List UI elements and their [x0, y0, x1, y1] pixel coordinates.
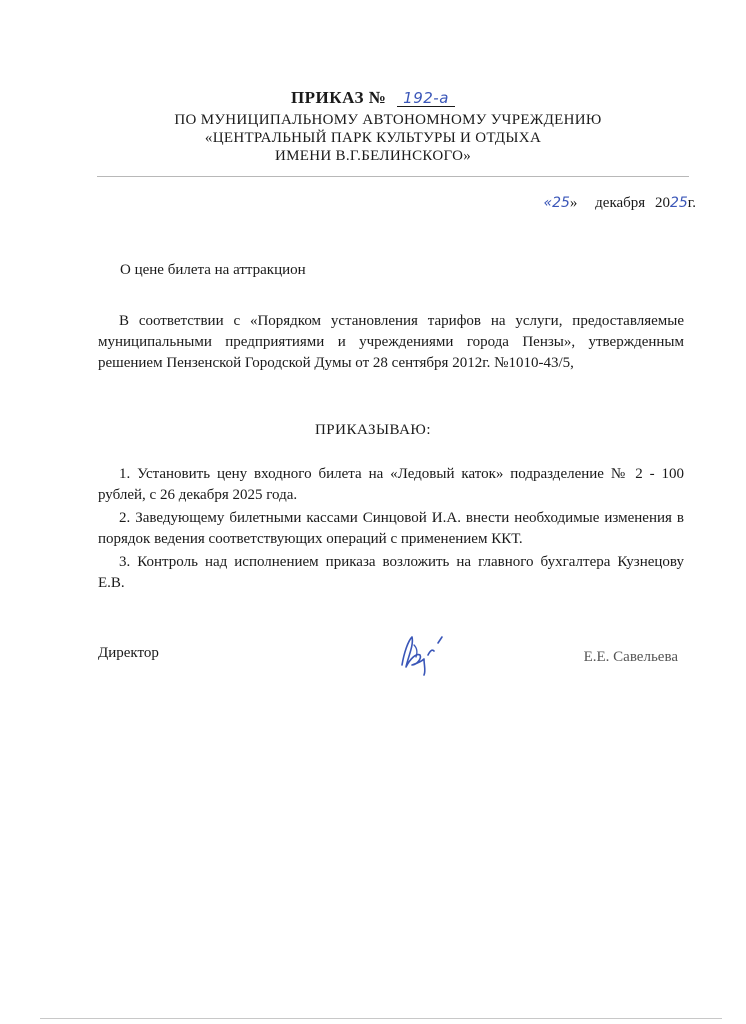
date-month: декабря [595, 195, 646, 211]
decree-heading: ПРИКАЗЫВАЮ: [314, 422, 432, 438]
header-divider [97, 176, 689, 177]
order-subject: О цене билета на аттракцион [120, 262, 306, 278]
order-item-1: 1. Установить цену входного билета на «Ледовый каток» подразделение № 2 - 100 рублей, с 26 декабря 2025 года. [98, 466, 684, 503]
date-close-quote: » [569, 195, 578, 211]
date-year-unit: г. [687, 195, 696, 211]
order-item-2: 2. Заведующему билетными кассами Синцовой И.А. внести необходимые изменения в порядок ведения соответствующих операций с применением ККТ. [98, 510, 684, 547]
order-title [0, 88, 746, 108]
order-item-3: 3. Контроль над исполнением приказа возложить на главного бухгалтера Кузнецову Е.В. [98, 554, 684, 591]
signer-name: Е.Е. Савельева [583, 649, 678, 665]
page-bottom-edge [40, 1018, 722, 1019]
org-name-line-2: «ЦЕНТРАЛЬНЫЙ ПАРК КУЛЬТУРЫ И ОТДЫХА [204, 130, 542, 146]
order-number-handwritten: 192-а [397, 90, 455, 107]
date-day-handwritten: 25 [552, 195, 570, 211]
date-year-prefix: 20 [654, 195, 670, 211]
handwritten-signature [394, 631, 454, 677]
signer-role: Директор [98, 645, 159, 661]
signature-block [98, 645, 678, 685]
date-year-handwritten: 25 [669, 195, 688, 211]
order-title-label: ПРИКАЗ № [290, 88, 387, 107]
order-date [543, 195, 696, 212]
date-open-quote: « [543, 195, 553, 211]
org-name-line-3: ИМЕНИ В.Г.БЕЛИНСКОГО» [274, 148, 472, 164]
preamble-paragraph: В соответствии с «Порядком установления тарифов на услуги, предоставляемые муниципальными предприятиями и учреждениями города Пензы», утвержденным решением Пензенской Городской Думы от 28 сентября 2012г. №1010-43/5, [98, 313, 684, 371]
org-name-line-1: ПО МУНИЦИПАЛЬНОМУ АВТОНОМНОМУ УЧРЕЖДЕНИЮ [174, 112, 602, 128]
